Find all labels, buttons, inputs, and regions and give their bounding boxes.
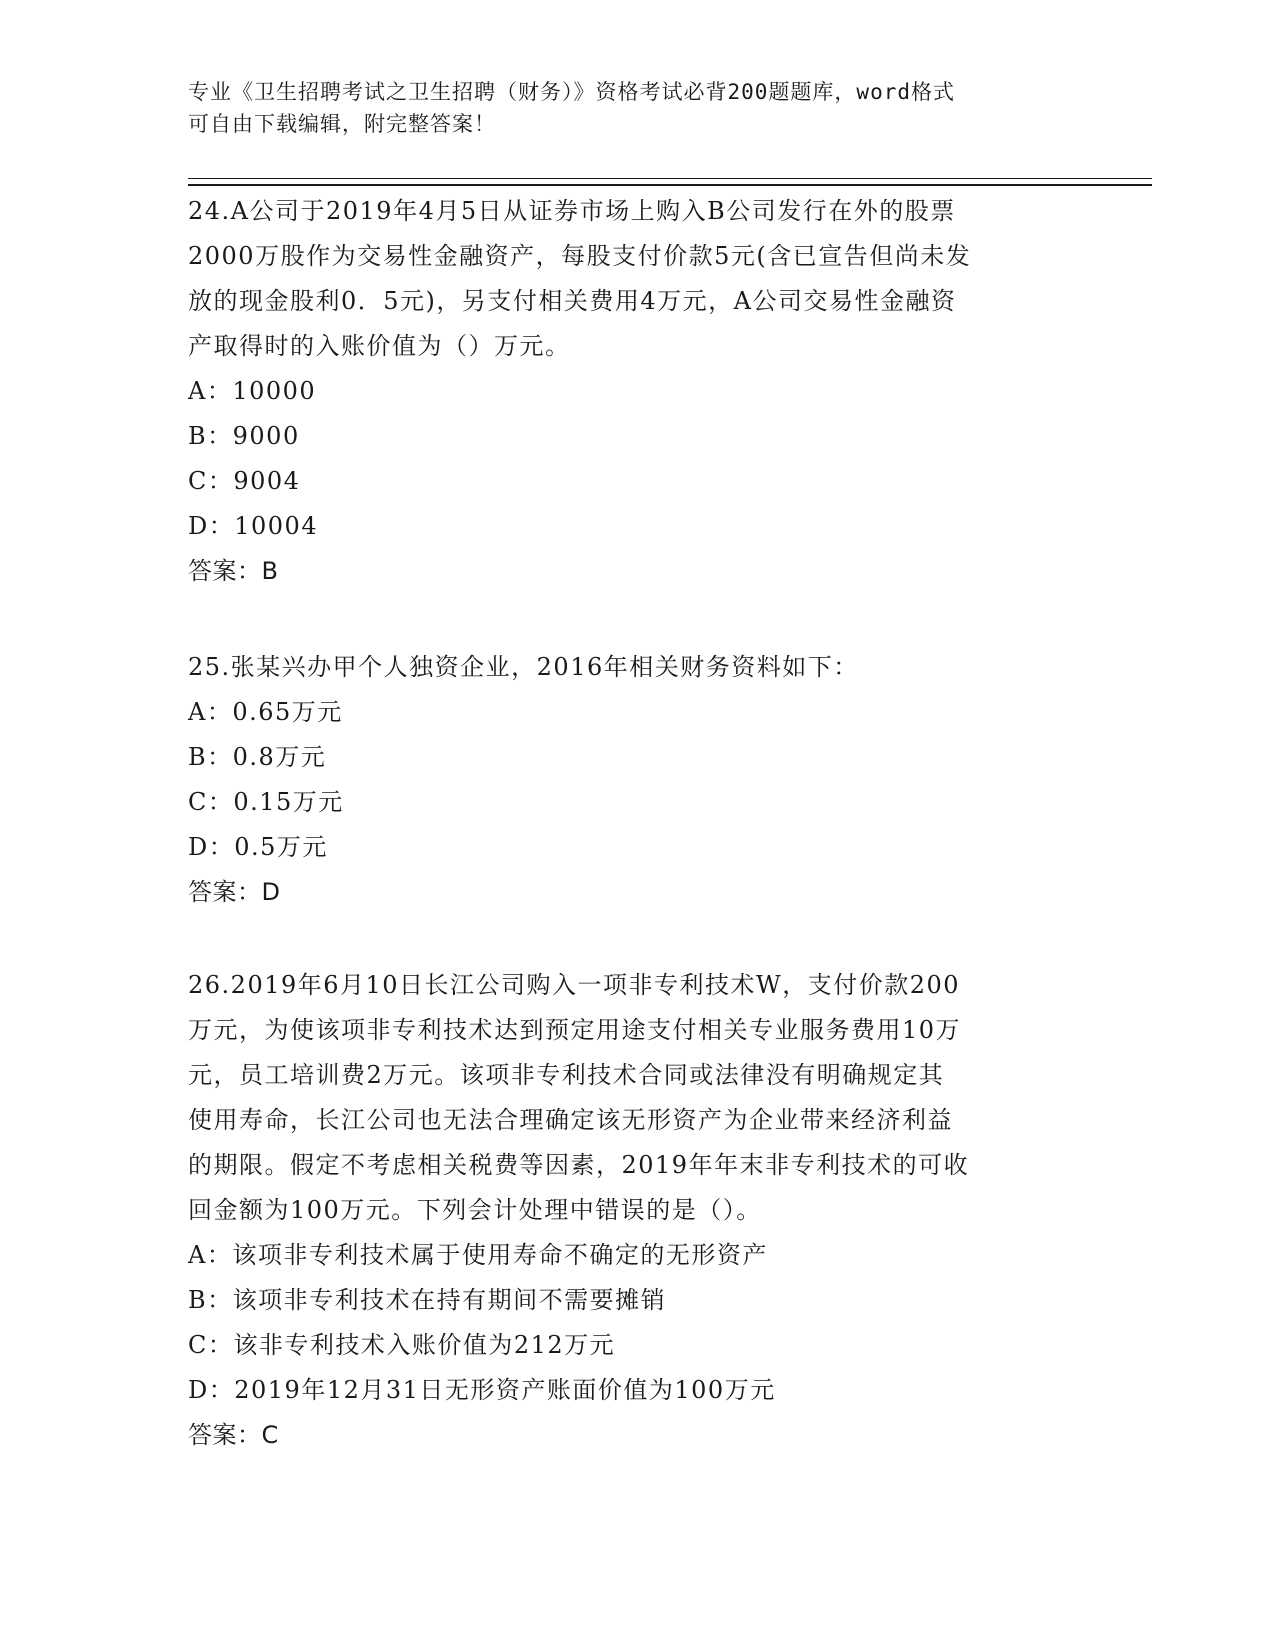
header-divider-thin <box>188 178 1152 179</box>
option-c: C：0.15万元 <box>188 788 344 816</box>
question-text-line: 元，员工培训费2万元。该项非专利技术合同或法律没有明确规定其 <box>188 1061 945 1089</box>
question-text-line: 万元，为使该项非专利技术达到预定用途支付相关专业服务费用10万 <box>188 1016 962 1044</box>
question-25 <box>188 645 1088 915</box>
header-divider-thick <box>188 184 1152 186</box>
question-text-line: 回金额为100万元。下列会计处理中错误的是（）。 <box>188 1196 762 1224</box>
header-title-line-2: 可自由下载编辑，附完整答案！ <box>188 112 496 136</box>
question-text-line: 2000万股作为交易性金融资产，每股支付价款5元(含已宣告但尚未发 <box>188 242 972 270</box>
question-text-line: 的期限。假定不考虑相关税费等因素，2019年年末非专利技术的可收 <box>188 1151 970 1179</box>
option-d: D：2019年12月31日无形资产账面价值为100万元 <box>188 1376 776 1404</box>
option-b: B：9000 <box>188 422 300 450</box>
question-text-line: 26.2019年6月10日长江公司购入一项非专利技术W，支付价款200 <box>188 971 961 999</box>
option-a: A：该项非专利技术属于使用寿命不确定的无形资产 <box>188 1241 768 1269</box>
question-text-line: 24.A公司于2019年4月5日从证券市场上购入B公司发行在外的股票 <box>188 197 956 225</box>
question-text-line: 放的现金股利0．5元)，另支付相关费用4万元，A公司交易性金融资 <box>188 287 957 315</box>
header-title-line-1: 专业《卫生招聘考试之卫生招聘（财务）》资格考试必背200题题库，word格式 <box>188 80 955 104</box>
answer-label: 答案：B <box>188 557 279 585</box>
option-d: D：0.5万元 <box>188 833 328 861</box>
question-26 <box>188 963 1088 1458</box>
document-header <box>188 76 1088 140</box>
option-a: A：10000 <box>188 377 317 405</box>
option-c: C：该非专利技术入账价值为212万元 <box>188 1331 616 1359</box>
question-24 <box>188 189 1088 594</box>
option-b: B：0.8万元 <box>188 743 327 771</box>
option-b: B：该项非专利技术在持有期间不需要摊销 <box>188 1286 667 1314</box>
option-a: A：0.65万元 <box>188 698 343 726</box>
answer-label: 答案：C <box>188 1421 279 1449</box>
option-d: D：10004 <box>188 512 319 540</box>
question-text-line: 使用寿命，长江公司也无法合理确定该无形资产为企业带来经济利益 <box>188 1106 953 1134</box>
option-c: C：9004 <box>188 467 301 495</box>
question-text-line: 产取得时的入账价值为（）万元。 <box>188 332 571 360</box>
question-text-line: 25.张某兴办甲个人独资企业，2016年相关财务资料如下： <box>188 653 859 681</box>
answer-label: 答案：D <box>188 878 281 906</box>
